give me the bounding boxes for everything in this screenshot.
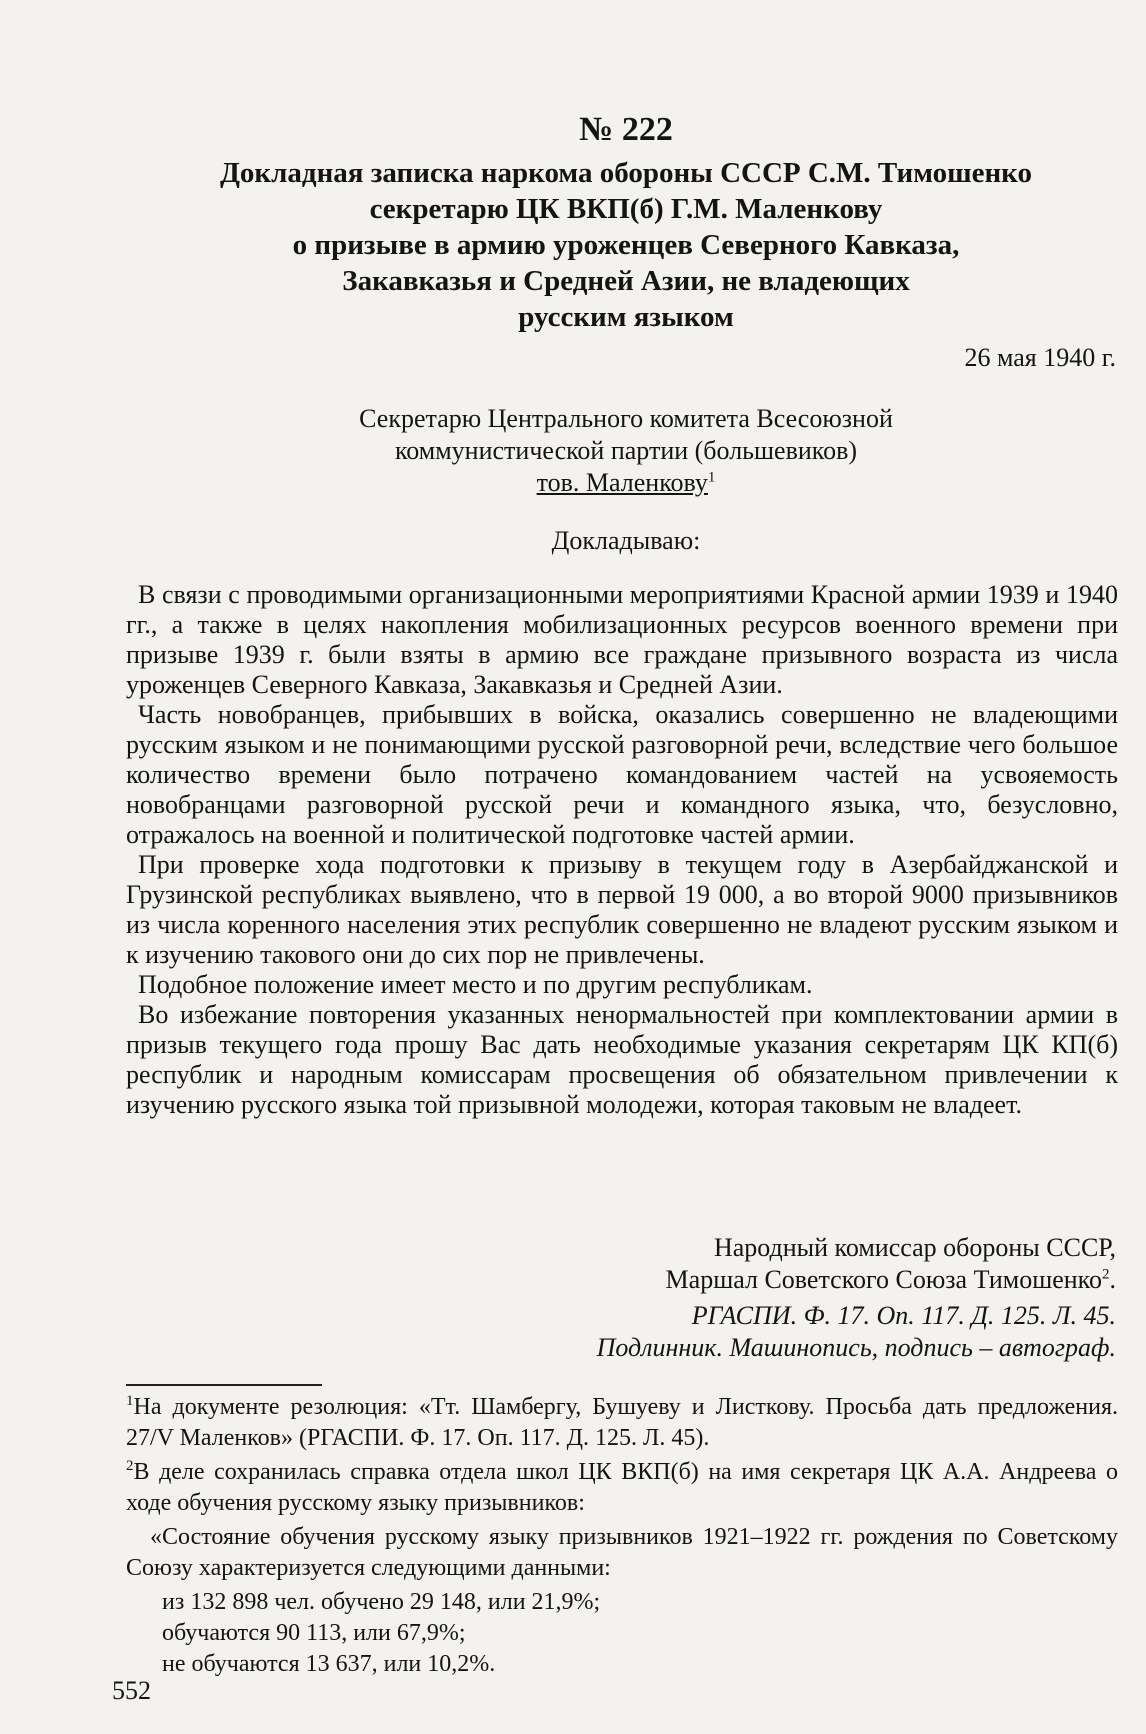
body-paragraph: Во избежание повторения указанных ненормальностей при комплектовании армии в призыв текущего года прошу Вас дать необходимые указания секретарям ЦК КП(б) республик и народным комиссарам просвещения об обязательном привлечении к изучению русского языка той призывной молодежи, которая таковым не владеет.	[126, 1000, 1118, 1119]
title-line: Докладная записка наркома обороны СССР С.М. Тимошенко	[219, 157, 1033, 189]
addressee-line: Секретарю Центрального комитета Всесоюзной	[359, 404, 893, 433]
addressee-block	[126, 403, 1126, 499]
archive-note: Подлинник. Машинопись, подпись – автограф.	[596, 1333, 1116, 1362]
footnote-mark: 2	[126, 1458, 134, 1474]
footnote	[126, 1457, 1118, 1519]
body-paragraph: В связи с проводимыми организационными мероприятиями Красной армии 1939 и 1940 гг., а также в целях накопления мобилизационных ресурсов военного времени при призыве 1939 г. были взяты в армию все граждане призывного возраста из числа уроженцев Северного Кавказа, Закавказья и Средней Азии.	[126, 580, 1118, 699]
title-line: Закавказья и Средней Азии, не владеющих	[342, 265, 910, 297]
title-line: русским языком	[518, 301, 734, 333]
report-heading: Докладываю:	[551, 526, 701, 555]
signature-name: Маршал Советского Союза Тимошенко	[665, 1265, 1102, 1294]
signature-block	[666, 1232, 1116, 1296]
document-number: № 222	[579, 111, 673, 148]
addressee-name: тов. Маленкову	[536, 468, 708, 497]
signature-name-line: Маршал Советского Союза Тимошенко$^2$.	[665, 1265, 1116, 1294]
footnotes	[126, 1392, 1118, 1680]
footnote-text: На документе резолюция: «Тт. Шамбергу, Бушуеву и Листкову. Просьба дать предложения. 27/V Маленков» (РГАСПИ. Ф. 17. Оп. 117. Д. 125. Л. 45).	[126, 1394, 1118, 1451]
body-paragraph: Подобное положение имеет место и по другим республикам.	[138, 970, 813, 999]
document-body	[126, 580, 1118, 1120]
footnote-divider	[126, 1384, 322, 1386]
title-line: о призыве в армию уроженцев Северного Кавказа,	[292, 229, 960, 261]
footnote-ref: 2	[1102, 1266, 1110, 1283]
archive-reference: РГАСПИ. Ф. 17. Оп. 117. Д. 125. Л. 45.	[691, 1301, 1116, 1330]
footnote-mark: 1	[126, 1393, 134, 1409]
quote-line: не обучаются 13 637, или 10,2%.	[162, 1651, 496, 1677]
footnote-ref: 1	[707, 469, 716, 486]
quote-line: из 132 898 чел. обучено 29 148, или 21,9%;	[162, 1589, 601, 1615]
footnote-text: В деле сохранилась справка отдела школ ЦК ВКП(б) на имя секретаря ЦК А.А. Андреева о ходе обучения русскому языку призывников:	[126, 1459, 1118, 1516]
quote-intro: «Состояние обучения русскому языку призывников 1921–1922 гг. рождения по Советскому Союзу характеризуется следующими данными:	[126, 1524, 1118, 1581]
title-line: секретарю ЦК ВКП(б) Г.М. Маленкову	[369, 193, 883, 225]
body-paragraph: При проверке хода подготовки к призыву в текущем году в Азербайджанской и Грузинской республиках выявлено, что в первой 19 000, а во второй 9000 призывников из числа коренного населения этих республик совершенно не владеют русским языком и к изучению такового они до сих пор не привлечены.	[126, 850, 1118, 969]
archive-block	[597, 1300, 1116, 1364]
signature-title: Народный комиссар обороны СССР,	[713, 1233, 1116, 1262]
body-paragraph: Часть новобранцев, прибывших в войска, оказались совершенно не владеющими русским языком и не понимающими русской разговорной речи, вследствие чего большое количество времени было потрачено командованием частей на усвояемость новобранцами разговорной русской речи и командного языка, что, безусловно, отражалось на военной и политической подготовке частей армии.	[126, 700, 1118, 849]
quote-line: обучаются 90 113, или 67,9%;	[162, 1620, 466, 1646]
addressee-line: коммунистической партии (большевиков)	[394, 436, 858, 465]
document-date: 26 мая 1940 г.	[964, 343, 1116, 372]
addressee-name-line	[126, 467, 1126, 499]
document-title	[126, 155, 1126, 335]
footnote	[126, 1392, 1118, 1454]
page-number: 552	[112, 1676, 151, 1705]
